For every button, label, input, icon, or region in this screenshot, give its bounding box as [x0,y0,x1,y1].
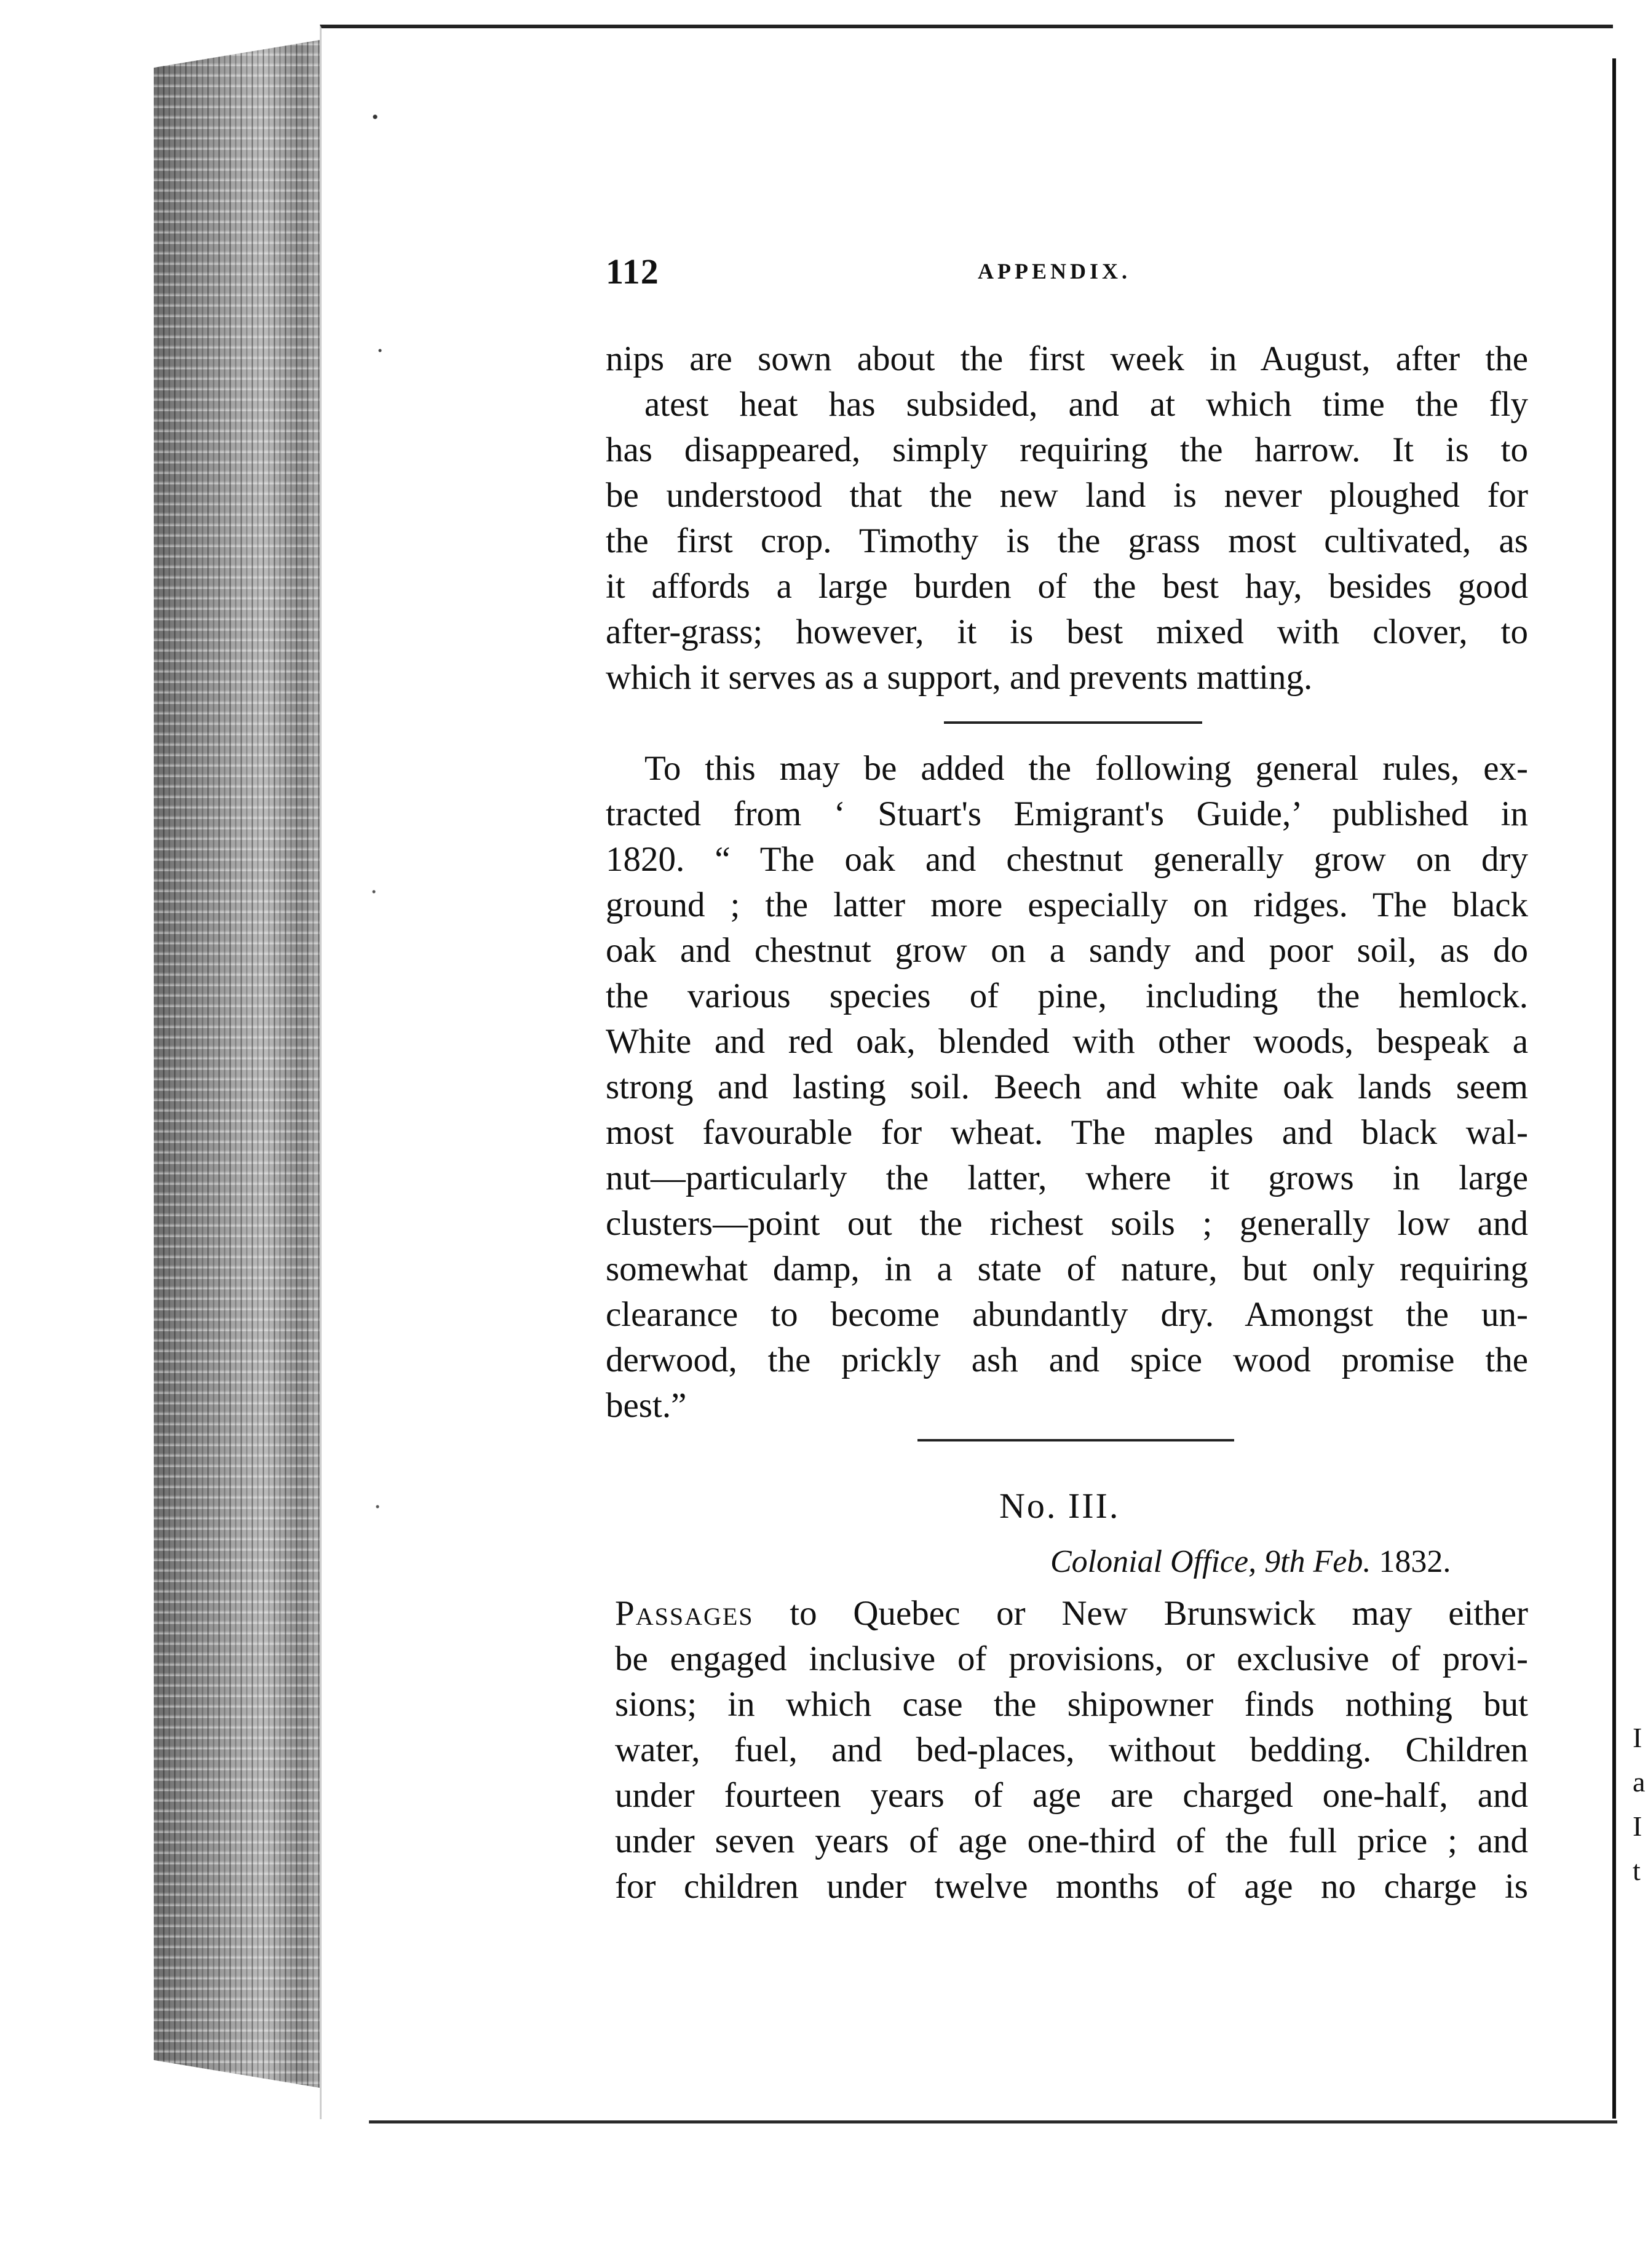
text-line: clearance to become abundantly dry. Amongst the un- [606,1295,1528,1334]
text-line: the various species of pine, including the hemlock. [606,977,1528,1015]
dateline-year: 1832. [1379,1544,1451,1579]
text-line: clusters—point out the richest soils ; generally low and [606,1204,1528,1243]
text-line: most favourable for wheat. The maples and black wal- [606,1113,1528,1152]
page-bottom-edge [369,2120,1617,2123]
dateline-date: 9th Feb. [1264,1544,1371,1579]
next-page-glyph: a [1633,1766,1646,1798]
text-line [615,1592,1528,1636]
dateline-office: Colonial Office, [1050,1544,1257,1579]
text-line: oak and chestnut grow on a sandy and poor soil, as do [606,931,1528,970]
text-line: To this may be added the following general rules, ex- [644,749,1528,788]
text-line: water, fuel, and bed-places, without bedding. Children [615,1731,1528,1769]
text-line: the first crop. Timothy is the grass most cultivated, as [606,521,1528,560]
text-line: under fourteen years of age are charged one-half, and [615,1776,1528,1815]
text-line: for children under twelve months of age no charge is [615,1867,1528,1906]
text-line: derwood, the prickly ash and spice wood promise the [606,1341,1528,1379]
page-right-edge [1612,58,1616,2119]
next-page-glyph: I [1633,1810,1642,1842]
running-title: APPENDIX. [978,259,1131,284]
text-line: best.” [606,1386,687,1425]
text-line: nips are sown about the first week in August, after the [606,339,1528,378]
margin-specks [369,92,387,1937]
text-line: under seven years of age one-third of the full price ; and [615,1822,1528,1860]
section-rule [917,1439,1234,1441]
text-line: sions; in which case the shipowner finds nothing but [615,1685,1528,1724]
text-line: atest heat has subsided, and at which time the fly [644,385,1528,424]
text-line: it affords a large burden of the best hay, besides good [606,567,1528,606]
text-line: has disappeared, simply requiring the harrow. It is to [606,430,1528,469]
text-line: nut—particularly the latter, where it grows in large [606,1159,1528,1197]
text-line: after-grass; however, it is best mixed with clover, to [606,613,1528,651]
text-line: White and red oak, blended with other woods, bespeak a [606,1022,1528,1061]
next-page-glyph: t [1633,1855,1641,1886]
text-line: somewhat damp, in a state of nature, but only requiring [606,1250,1528,1288]
section-heading: No. III. [999,1486,1120,1526]
text-line: be understood that the new land is never ploughed for [606,476,1528,515]
book-page-edges [154,37,338,2091]
text-line: 1820. “ The oak and chestnut generally grow on dry [606,840,1528,879]
lead-line-rest: to Quebec or New Brunswick may either [753,1594,1528,1633]
text-line: be engaged inclusive of provisions, or exclusive of provi- [615,1640,1528,1678]
lead-word: Passages [615,1594,754,1633]
text-line: strong and lasting soil. Beech and white oak lands seem [606,1068,1528,1106]
text-line: which it serves as a support, and prevents matting. [606,658,1313,697]
next-page-fragment [1633,1716,1648,1900]
page-number: 112 [606,252,659,291]
text-line: ground ; the latter more especially on ridges. The black [606,886,1528,924]
section-rule [944,721,1202,724]
text-line: tracted from ‘ Stuart's Emigrant's Guide,’ published in [606,795,1528,833]
next-page-glyph: I [1633,1722,1642,1753]
dateline [1050,1544,1451,1580]
